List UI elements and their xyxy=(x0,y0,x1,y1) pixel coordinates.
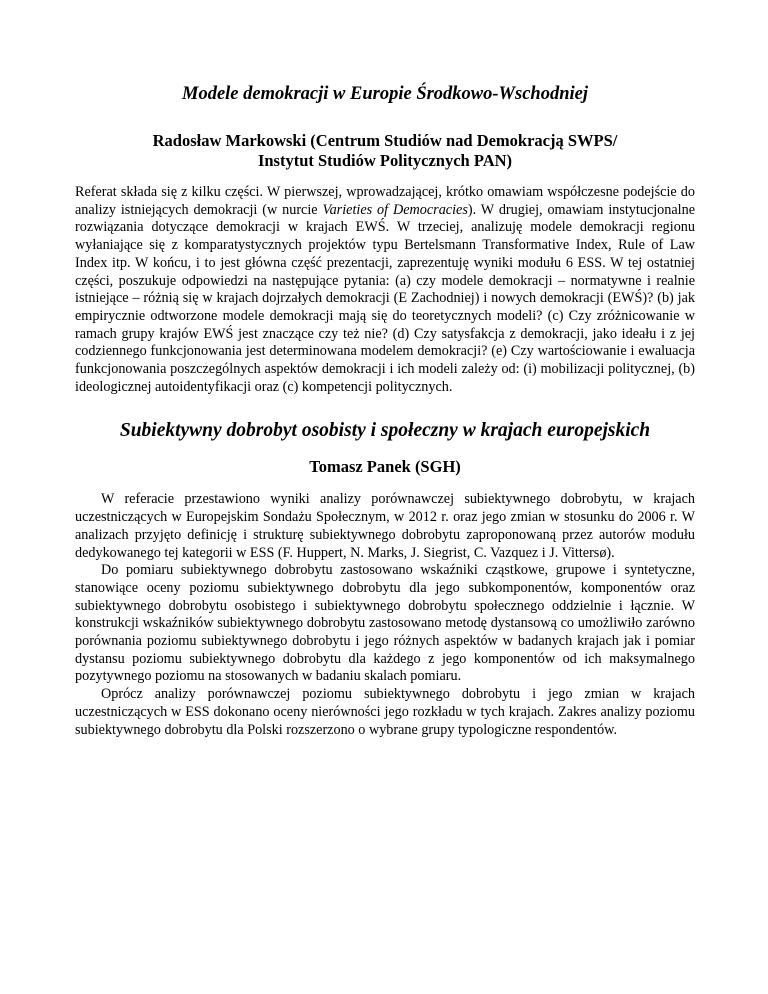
section1-author-line2: Instytut Studiów Politycznych PAN) xyxy=(257,151,513,170)
document-content xyxy=(75,82,695,739)
section1-author xyxy=(75,131,695,171)
abstract-text-part1: Referat składa się z kilku części. W pierwszej, wprowadzającej, krótko omawiam współczesne podejście do analizy istniejących demokracji (w nurcie xyxy=(75,184,695,218)
section2-paragraph-3: Oprócz analizy porównawczej poziomu subiektywnego dobrobytu i jego zmian w krajach uczestniczących w ESS dokonano oceny nierówności jego rozkładu w tych krajach. Zakres analizy poziomu subiektywnego dobrobytu dla Polski rozszerzono o wybrane grupy typologiczne respondentów. xyxy=(75,686,695,738)
section1-abstract xyxy=(75,184,695,396)
abstract-italic-term: Varieties of Democracies xyxy=(322,201,468,218)
section1-title: Modele demokracji w Europie Środkowo-Wschodniej xyxy=(182,84,588,104)
section2-title: Subiektywny dobrobyt osobisty i społeczny w krajach europejskich xyxy=(119,420,651,442)
abstract-text-part2: ). W drugiej, omawiam instytucjonalne rozwiązania dotyczące demokracji w krajach EWŚ. W trzeciej, analizuję modele demokracji regionu wyłaniające się z komparatystycznych projektów typu Bertelsmann Transformative Index, Rule of Law Index itp. W końcu, i to jest główna część prezentacji, zaprezentuję wyniki modułu 6 ESS. W tej ostatniej części, poszukuje odpowiedzi na następujące pytania: (a) czy modele demokracji – normatywne i realnie istniejące – różnią się w krajach dojrzałych demokracji (E Zachodniej) i nowych demokracji (EWŚ)? (b) jak empirycznie odtworzone modele demokracji mają się do teoretycznych modeli? (c) Czy zróżnicowanie w ramach grupy krajów EWŚ jest znaczące czy też nie? (d) Czy satysfakcja z demokracji, jako ideału i z jej codziennego funkcjonowania jest determinowana modelem demokracji? (e) Czy wartościowanie i ewaluacja funkcjonowania poszczególnych aspektów demokracji i ich modeli zależy od: (i) mobilizacji politycznej, (b) ideologicznej autoidentyfikacji oraz (c) kompetencji politycznych. xyxy=(75,201,695,395)
section2-paragraph-2: Do pomiaru subiektywnego dobrobytu zastosowano wskaźniki cząstkowe, grupowe i syntetyczne, stanowiące oceny poziomu subiektywnego dobrobytu dla jego subkomponentów, komponentów oraz subiektywnego dobrobytu osobistego i subiektywnego dobrobytu społecznego oddzielnie i łącznie. W konstrukcji wskaźników subiektywnego dobrobytu zastosowano metodę dystansową co umożliwiło zarówno porównania poziomu subiektywnego dobrobytu i jego różnych aspektów w badanych krajach jak i pomiar dystansu poziomu subiektywnego dobrobytu dla każdego z jego komponentów od ich maksymalnego pozytywnego poziomu na stosowanych w badaniu skalach pomiaru. xyxy=(75,562,695,685)
section2-paragraph-1: W referacie przestawiono wyniki analizy porównawczej subiektywnego dobrobytu, w krajach uczestniczących w Europejskim Sondażu Społecznym, w 2012 r. oraz jego zmian w stosunku do 2006 r. W analizach przyjęto definicję i strukturę subiektywnego dobrobytu zaproponowaną przez autorów modułu dedykowanego tej kategorii w ESS (F. Huppert, N. Marks, J. Siegrist, C. Vazquez i J. Vittersø). xyxy=(75,491,695,561)
section1-author-line1: Radosław Markowski (Centrum Studiów nad Demokracją SWPS/ xyxy=(152,131,618,150)
section2-author: Tomasz Panek (SGH) xyxy=(309,457,461,477)
